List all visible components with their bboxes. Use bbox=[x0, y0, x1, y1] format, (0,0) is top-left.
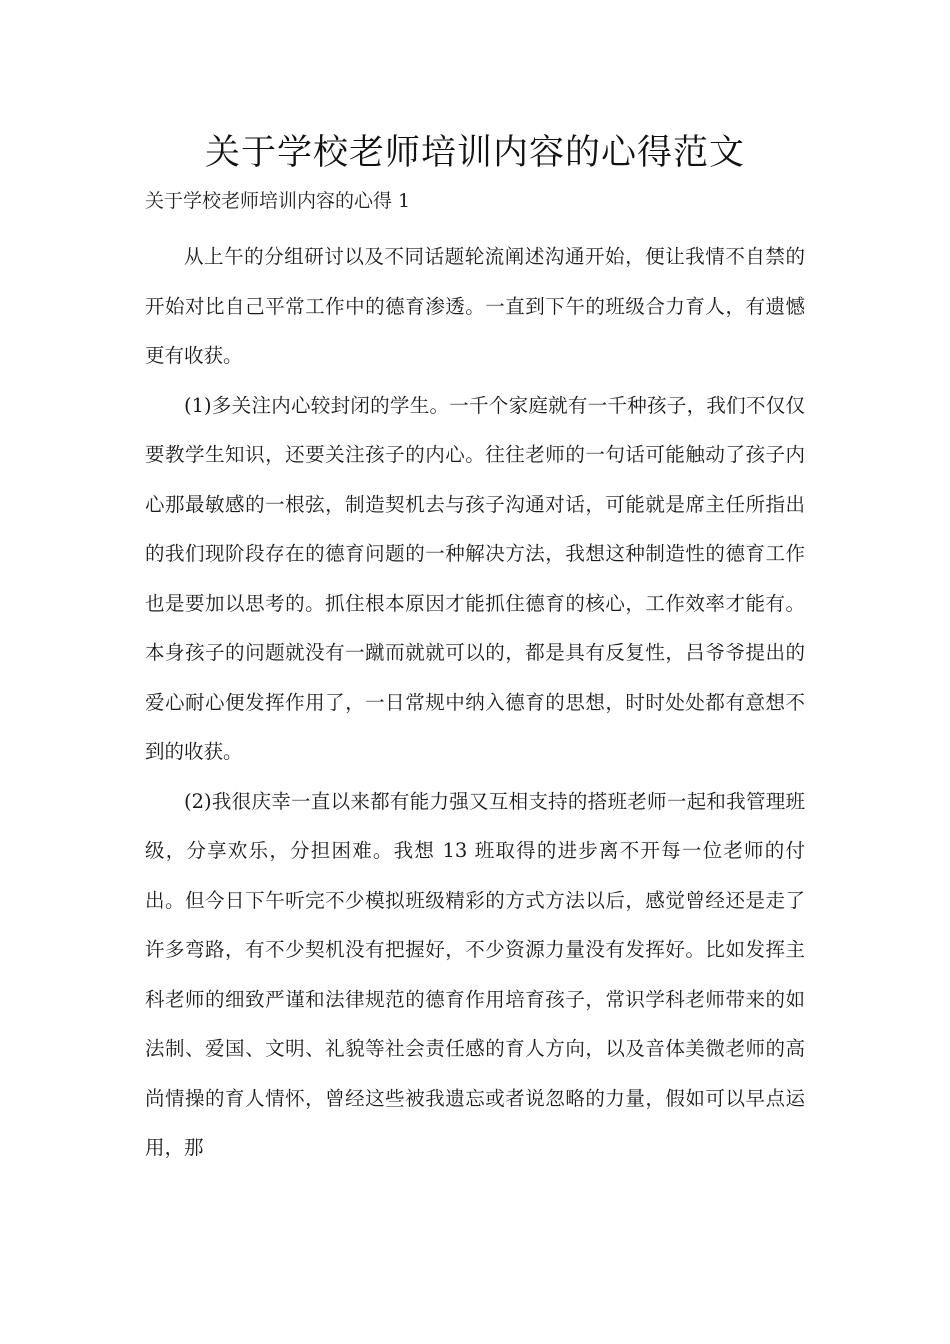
paragraph-1: 从上午的分组研讨以及不同话题轮流阐述沟通开始，便让我情不自禁的开始对比自己平常工作中的德育渗透。一直到下午的班级合力育人，有遗憾更有收获。 bbox=[145, 245, 805, 367]
section-heading: 关于学校老师培训内容的心得 1 bbox=[145, 190, 411, 212]
paragraph-2: (1)多关注内心较封闭的学生。一千个家庭就有一千种孩子，我们不仅仅要教学生知识，还要关注孩子的内心。往往老师的一句话可能触动了孩子内心那最敏感的一根弦，制造契机去与孩子沟通对话，可能就是席主任所指出的我们现阶段存在的德育问题的一种解决方法，我想这种制造性的德育工作也是要加以思考的。抓住根本原因才能抓住德育的核心，工作效率才能有。本身孩子的问题就没有一蹴而就就可以的，都是具有反复性，吕爷爷提出的爱心耐心便发挥作用了，一日常规中纳入德育的思想，时时处处都有意想不到的收获。 bbox=[145, 393, 805, 763]
document-page bbox=[145, 128, 805, 1173]
document-title: 关于学校老师培训内容的心得范文 bbox=[204, 133, 745, 173]
paragraph-3: (2)我很庆幸一直以来都有能力强又互相支持的搭班老师一起和我管理班级，分享欢乐，分担困难。我想 13 班取得的进步离不开每一位老师的付出。但今日下午听完不少模拟班级精彩的方式方法以后，感觉曾经还是走了许多弯路，有不少契机没有把握好，不少资源力量没有发挥好。比如发挥主科老师的细致严谨和法律规范的德育作用培育孩子，常识学科老师带来的如法制、爱国、文明、礼貌等社会责任感的育人方向，以及音体美微老师的高尚情操的育人情怀，曾经这些被我遗忘或者说忽略的力量，假如可以早点运用，那 bbox=[145, 789, 805, 1159]
